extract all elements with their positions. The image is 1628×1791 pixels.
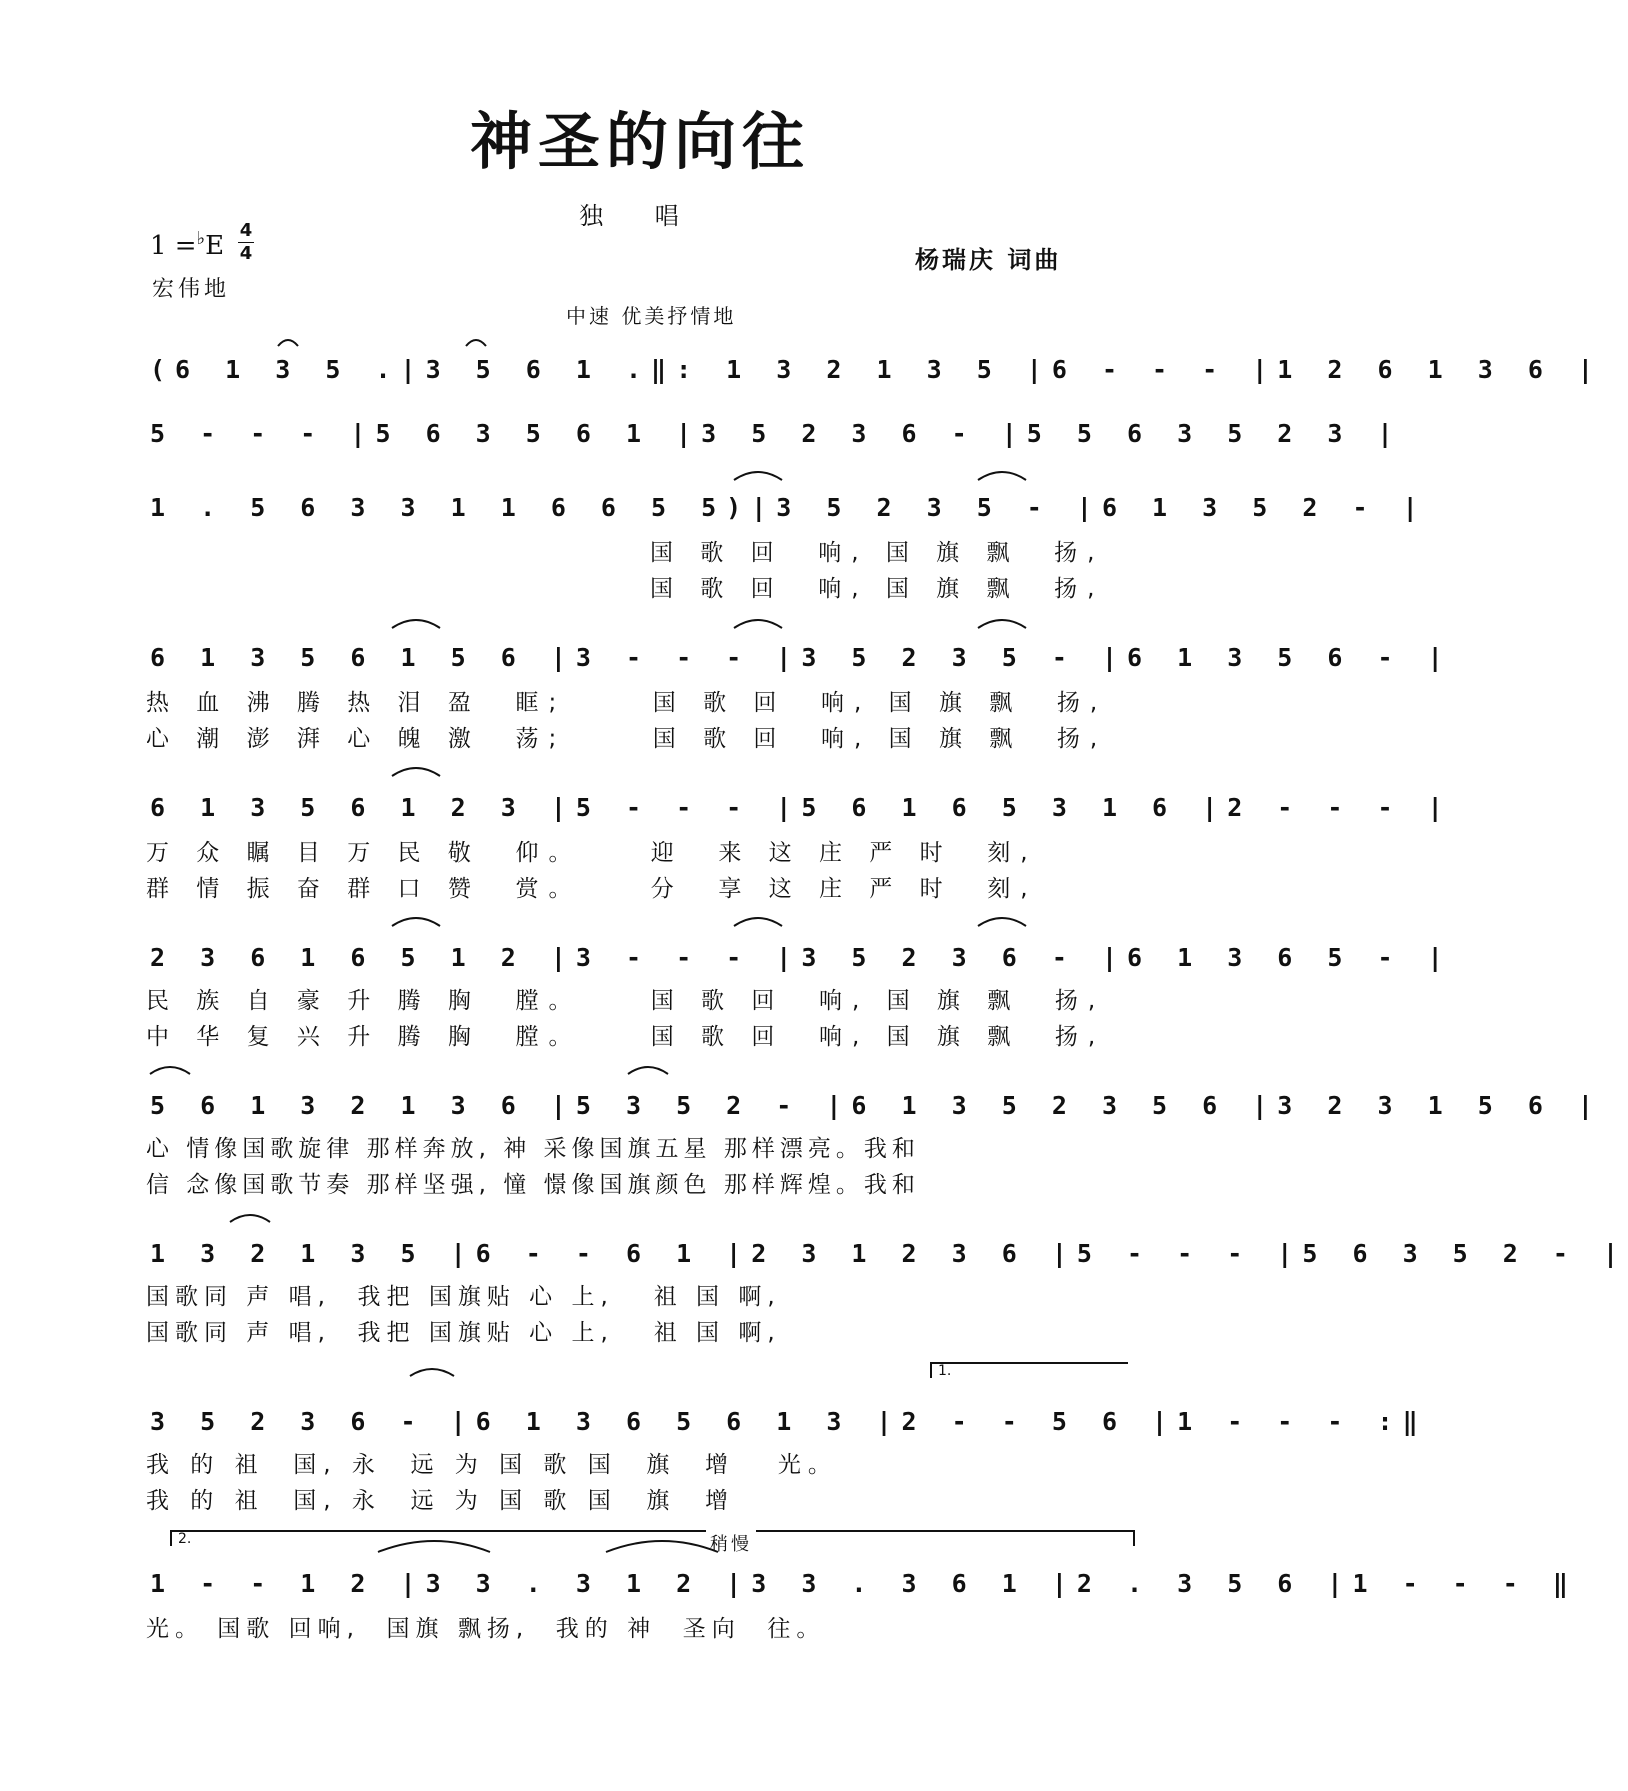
fermata-mark: [278, 340, 298, 346]
lyric-row-9-verse-2: 我 的 祖 国, 永 远 为 国 歌 国 旗 增: [146, 1488, 735, 1514]
performance-type: 独 唱: [579, 202, 701, 230]
song-title: 神圣的向往: [469, 105, 810, 178]
notation-row-5: 6 1 3 5 6 1 2 3 |5 - - - |5 6 1 6 5 3 1 6 |2 - - - |: [150, 793, 1453, 822]
time-signature-top: 4: [239, 220, 253, 241]
slur-mark: [410, 1369, 454, 1376]
lyric-row-8-verse-2: 国歌同 声 唱, 我把 国旗贴 心 上, 祖 国 啊,: [146, 1320, 781, 1346]
notation-row-1: (6 1 3 5 .|3 5 6 1 .‖: 1 3 2 1 3 5 |6 - - - |1 2 6 1 3 6 |: [150, 355, 1603, 384]
tempo-marking: 中速 优美抒情地: [566, 304, 737, 328]
slur-mark: [628, 1067, 668, 1074]
notation-row-4: 6 1 3 5 6 1 5 6 |3 - - - |3 5 2 3 5 - |6 1 3 5 6 - |: [150, 643, 1453, 672]
slur-mark: [392, 918, 440, 926]
slow-marking: 稍慢: [706, 1530, 756, 1556]
slur-mark: [734, 918, 782, 926]
notation-row-6: 2 3 6 1 6 5 1 2 |3 - - - |3 5 2 3 6 - |6 1 3 6 5 - |: [150, 943, 1453, 972]
slur-mark: [230, 1215, 270, 1222]
flat-symbol: ♭: [196, 228, 206, 249]
lyric-row-6-verse-1: 民 族 自 豪 升 腾 胸 膛。 国 歌 回 响, 国 旗 飘 扬,: [146, 988, 1106, 1014]
slur-mark: [978, 918, 1026, 926]
notation-row-3: 1 . 5 6 3 3 1 1 6 6 5 5)|3 5 2 3 5 - |6 1 3 5 2 - |: [150, 493, 1428, 522]
key-prefix: 1 =: [150, 231, 197, 261]
lyric-row-10-verse-1: 光。 国歌 回响, 国旗 飘扬, 我的 神 圣向 往。: [146, 1616, 826, 1642]
slur-mark: [392, 620, 440, 628]
lyric-row-5-verse-1: 万 众 瞩 目 万 民 敬 仰。 迎 来 这 庄 严 时 刻,: [146, 840, 1038, 866]
time-signature-bottom: 4: [239, 243, 253, 264]
expression-marking: 宏伟地: [152, 277, 231, 302]
composer-credit: 杨瑞庆 词曲: [915, 246, 1062, 274]
lyric-row-7-verse-1: 心 情像国歌旋律 那样奔放, 神 采像国旗五星 那样漂亮。我和: [146, 1136, 920, 1162]
fermata-mark: [466, 340, 486, 346]
slur-mark: [150, 1067, 190, 1074]
notation-row-10: 1 - - 1 2 |3 3 . 3 1 2 |3 3 . 3 6 1 |2 . 3 5 6 |1 - - - ‖: [150, 1569, 1578, 1598]
slur-mark: [606, 1541, 718, 1552]
first-ending-bracket: 1.: [930, 1362, 1128, 1378]
notation-row-8: 1 3 2 1 3 5 |6 - - 6 1 |2 3 1 2 3 6 |5 - - - |5 6 3 5 2 - |: [150, 1239, 1628, 1268]
lyric-row-6-verse-2: 中 华 复 兴 升 腾 胸 膛。 国 歌 回 响, 国 旗 飘 扬,: [146, 1024, 1106, 1050]
lyric-row-4-verse-1: 热 血 沸 腾 热 泪 盈 眶; 国 歌 回 响, 国 旗 飘 扬,: [146, 690, 1108, 716]
slur-mark: [978, 472, 1026, 480]
lyric-row-5-verse-2: 群 情 振 奋 群 口 赞 赏。 分 享 这 庄 严 时 刻,: [146, 876, 1038, 902]
key-note: E: [205, 231, 225, 261]
lyric-row-3-verse-1: 国 歌 回 响, 国 旗 飘 扬,: [650, 540, 1105, 566]
lyric-row-7-verse-2: 信 念像国歌节奏 那样坚强, 憧 憬像国旗颜色 那样辉煌。我和: [146, 1172, 920, 1198]
slur-mark: [378, 1541, 490, 1552]
slur-mark: [734, 620, 782, 628]
lyric-row-3-verse-2: 国 歌 回 响, 国 旗 飘 扬,: [650, 576, 1105, 602]
slur-mark: [392, 768, 440, 776]
notation-row-2: 5 - - - |5 6 3 5 6 1 |3 5 2 3 6 - |5 5 6 3 5 2 3 |: [150, 419, 1403, 448]
lyric-row-9-verse-1: 我 的 祖 国, 永 远 为 国 歌 国 旗 增 光。: [146, 1452, 838, 1478]
lyric-row-8-verse-1: 国歌同 声 唱, 我把 国旗贴 心 上, 祖 国 啊,: [146, 1284, 781, 1310]
slur-mark: [734, 472, 782, 480]
slur-mark: [978, 620, 1026, 628]
second-ending-bracket: 2.: [170, 1530, 1135, 1546]
notation-row-9: 3 5 2 3 6 - |6 1 3 6 5 6 1 3 |2 - - 5 6 |1 - - - :‖: [150, 1407, 1428, 1436]
lyric-row-4-verse-2: 心 潮 澎 湃 心 魄 激 荡; 国 歌 回 响, 国 旗 飘 扬,: [146, 726, 1108, 752]
notation-row-7: 5 6 1 3 2 1 3 6 |5 3 5 2 - |6 1 3 5 2 3 5 6 |3 2 3 1 5 6 |: [150, 1091, 1603, 1120]
